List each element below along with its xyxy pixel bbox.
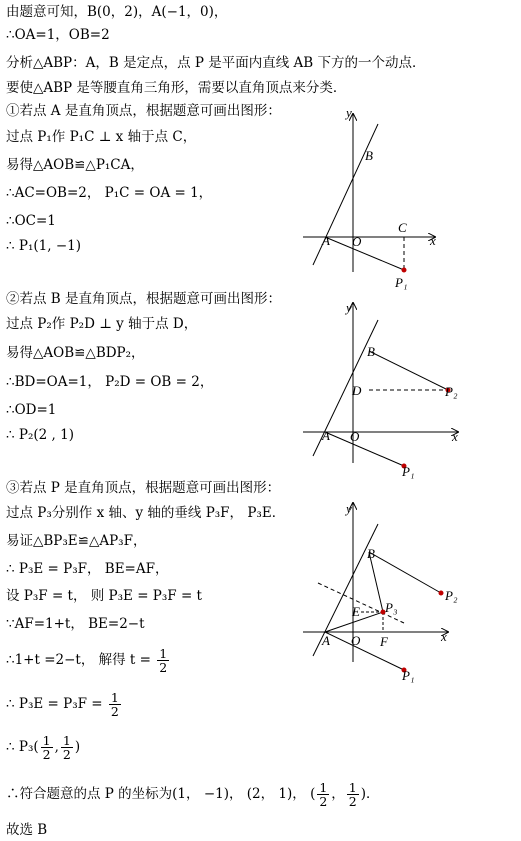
answer-choice: 故选 B	[6, 822, 48, 838]
text-line: 过点 P₃分别作 x 轴、y 轴的垂线 P₃F， P₃E．	[6, 505, 286, 521]
text-line: 设 P₃F = t， 则 P₃E = P₃F = t	[6, 588, 202, 604]
text-segment: ∴ P₃(	[6, 739, 39, 755]
case3-title: ③若点 P 是直角顶点，根据题意可画出图形：	[6, 480, 281, 496]
text-line: 易得△AOB≌△BDP₂，	[6, 345, 145, 361]
text-line: 易得△AOB≌△P₁CA，	[6, 157, 144, 173]
label-p1: P₁	[395, 275, 408, 290]
text-segment: )	[74, 739, 81, 755]
text-segment: ∴符合题意的点 P 的坐标为(1， −1)， (2， 1)， (	[6, 786, 316, 802]
fraction-denominator: 2	[319, 794, 328, 809]
text-segment: )．	[360, 786, 380, 802]
label-b: B	[367, 344, 375, 359]
label-b: B	[365, 148, 373, 163]
text-line: ∴OA=1，OB=2	[6, 27, 110, 43]
label-o: O	[352, 234, 362, 249]
case2-title: ②若点 B 是直角顶点，根据题意可画出图形：	[6, 291, 282, 307]
label-x: x	[430, 233, 436, 248]
text-line: 要使△ABP 是等腰直角三角形，需要以直角顶点来分类．	[6, 80, 347, 96]
label-x: x	[441, 629, 447, 644]
label-o: O	[350, 429, 360, 444]
segment-bp3	[369, 552, 383, 612]
text-line: ∵AF=1+t， BE=2−t	[6, 616, 145, 632]
text-line: 分析△ABP：A，B 是定点，点 P 是平面内直线 AB 下方的一个动点．	[6, 55, 426, 71]
label-y: y	[346, 105, 352, 120]
fraction-denominator: 2	[348, 794, 357, 809]
label-p2: P₂	[445, 384, 458, 399]
text-line: ∴ P₃E = P₃F， BE=AF，	[6, 561, 169, 577]
label-x: x	[452, 429, 458, 444]
label-p2: P₂	[445, 588, 458, 603]
label-y: y	[346, 501, 352, 516]
text-segment: ∴ P₃E = P₃F =	[6, 696, 103, 712]
label-p1: P₁	[402, 668, 415, 683]
fraction-denominator: 2	[62, 747, 71, 762]
label-b: B	[367, 546, 375, 561]
fraction-numerator: 1	[348, 780, 357, 795]
text-line: 易证△BP₃E≌△AP₃F，	[6, 533, 147, 549]
label-a: A	[322, 633, 330, 648]
fraction-numerator: 1	[42, 733, 51, 748]
case1-title: ①若点 A 是直角顶点，根据题意可画出图形：	[6, 103, 281, 119]
text-segment: ，	[331, 786, 345, 802]
label-d: D	[352, 383, 362, 398]
label-c: C	[398, 220, 407, 235]
fraction-numerator: 1	[110, 690, 119, 705]
text-line: 过点 P₂作 P₂D ⊥ y 轴于点 D，	[6, 316, 198, 332]
text-line: 过点 P₁作 P₁C ⊥ x 轴于点 C，	[6, 129, 197, 145]
label-o: O	[351, 633, 361, 648]
label-p3: P₃	[385, 600, 398, 615]
fraction-numerator: 1	[62, 733, 71, 748]
fraction-numerator: 1	[319, 780, 328, 795]
segment-bp2	[369, 552, 441, 593]
text-line: ∴OD=1	[6, 402, 57, 418]
text-line: 由题意可知，B(0，2)，A(−1，0)，	[6, 4, 228, 20]
label-y: y	[346, 300, 352, 315]
label-p1: P₁	[402, 464, 415, 479]
fraction-numerator: 1	[159, 646, 168, 661]
fraction-denominator: 2	[110, 704, 119, 719]
fraction-denominator: 2	[42, 747, 51, 762]
text-line: ∴BD=OA=1， P₂D = OB = 2，	[6, 374, 214, 390]
label-f: F	[380, 634, 388, 649]
segment-ap1	[325, 632, 404, 670]
text-line: ∴OC=1	[6, 213, 56, 229]
text-line: ∴AC=OB=2， P₁C = OA = 1，	[6, 185, 213, 201]
text-line: ∴ P₁(1, −1)	[6, 238, 81, 254]
text-segment: ,	[54, 739, 59, 755]
text-segment: ∴1+t =2−t， 解得 t =	[6, 652, 151, 668]
point-p2	[439, 591, 444, 596]
text-line: ∴ P₂(2 , 1)	[6, 427, 74, 443]
fraction-denominator: 2	[159, 660, 168, 675]
label-a: A	[322, 428, 330, 443]
label-a: A	[322, 233, 330, 248]
label-e: E	[352, 604, 360, 619]
